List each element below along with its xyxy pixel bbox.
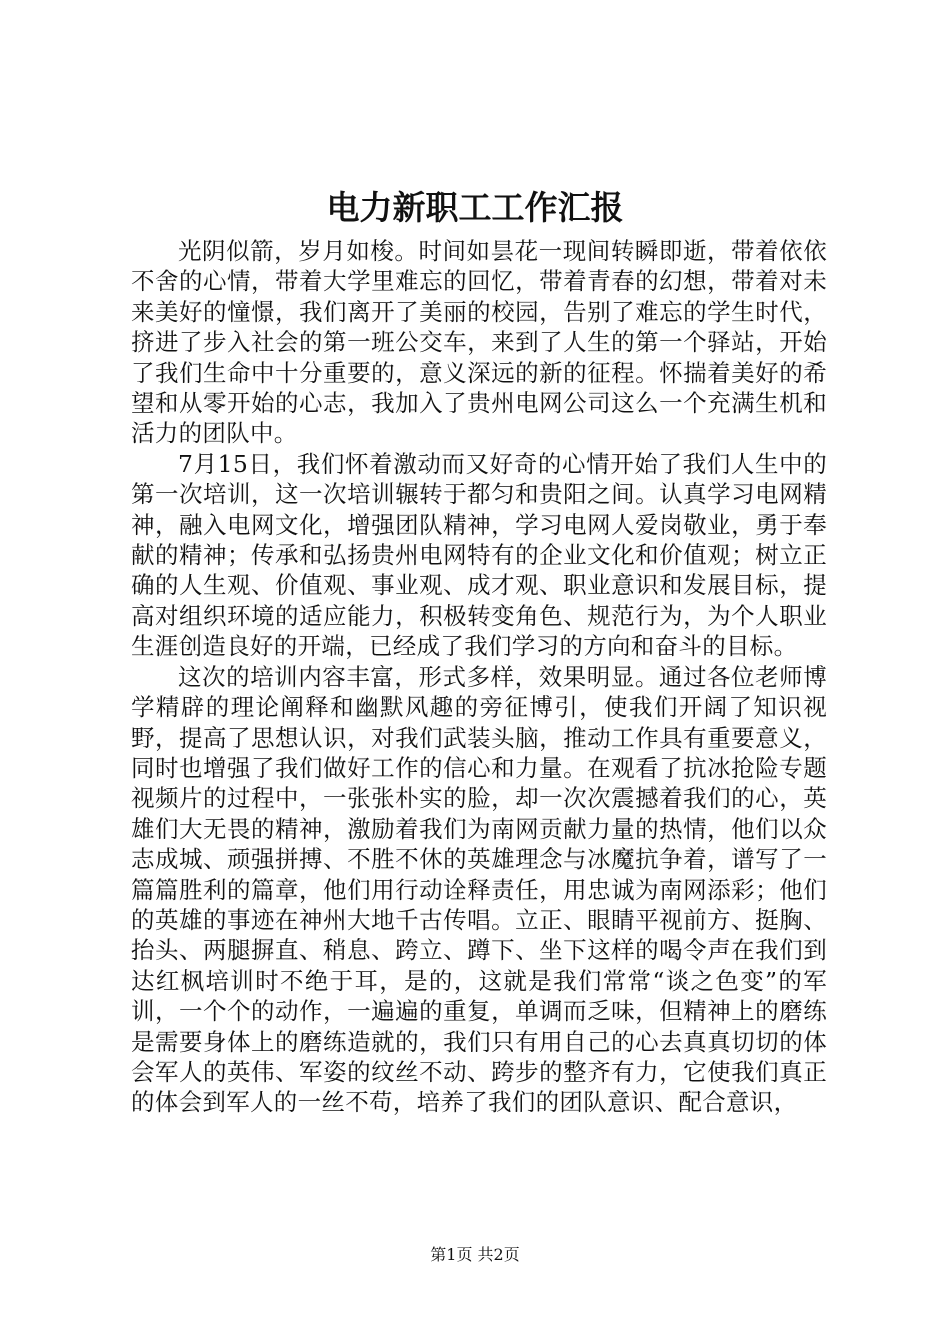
page-number-footer: 第1页 共2页 [430, 1245, 520, 1264]
document-body [131, 236, 827, 1118]
paragraph: 7月15日，我们怀着激动而又好奇的心情开始了我们人生中的第一次培训，这一次培训辗转于都匀和贵阳之间。认真学习电网精神，融入电网文化，增强团队精神，学习电网人爱岗敬业，勇于奉献的精神；传承和弘扬贵州电网特有的企业文化和价值观；树立正确的人生观、价值观、事业观、成才观、职业意识和发展目标，提高对组织环境的适应能力，积极转变角色、规范行为，为个人职业生涯创造良好的开端，已经成了我们学习的方向和奋斗的目标。 [131, 449, 827, 661]
paragraph: 光阴似箭，岁月如梭。时间如昙花一现间转瞬即逝，带着依依不舍的心情，带着大学里难忘的回忆，带着青春的幻想，带着对未来美好的憧憬，我们离开了美丽的校园，告别了难忘的学生时代，挤进了步入社会的第一班公交车，来到了人生的第一个驿站，开始了我们生命中十分重要的，意义深远的新的征程。怀揣着美好的希望和从零开始的心志，我加入了贵州电网公司这么一个充满生机和活力的团队中。 [131, 237, 827, 448]
paragraph: 这次的培训内容丰富，形式多样，效果明显。通过各位老师博学精辟的理论阐释和幽默风趣的旁征博引，使我们开阔了知识视野，提高了思想认识，对我们武装头脑，推动工作具有重要意义，同时也增强了我们做好工作的信心和力量。在观看了抗冰抢险专题视频片的过程中，一张张朴实的脸，却一次次震撼着我们的心，英雄们大无畏的精神，激励着我们为南网贡献力量的热情，他们以众志成城、顽强拼搏、不胜不休的英雄理念与冰魔抗争着，谱写了一篇篇胜利的篇章，他们用行动诠释责任，用忠诚为南网添彩；他们的英雄的事迹在神州大地千古传唱。立正、眼睛平视前方、挺胸、抬头、两腿摒直、稍息、跨立、蹲下、坐下这样的喝令声在我们到达红枫培训时不绝于耳，是的，这就是我们常常“谈之色变”的军训，一个个的动作，一遍遍的重复，单调而乏味，但精神上的磨练是需要身体上的磨练造就的，我们只有用自己的心去真真切切的体会军人的英伟、军姿的纹丝不动、跨步的整齐有力，它使我们真正的体会到军人的一丝不苟，培养了我们的团队意识、配合意识， [131, 662, 827, 1117]
page-title: 电力新职工工作汇报 [326, 188, 624, 227]
